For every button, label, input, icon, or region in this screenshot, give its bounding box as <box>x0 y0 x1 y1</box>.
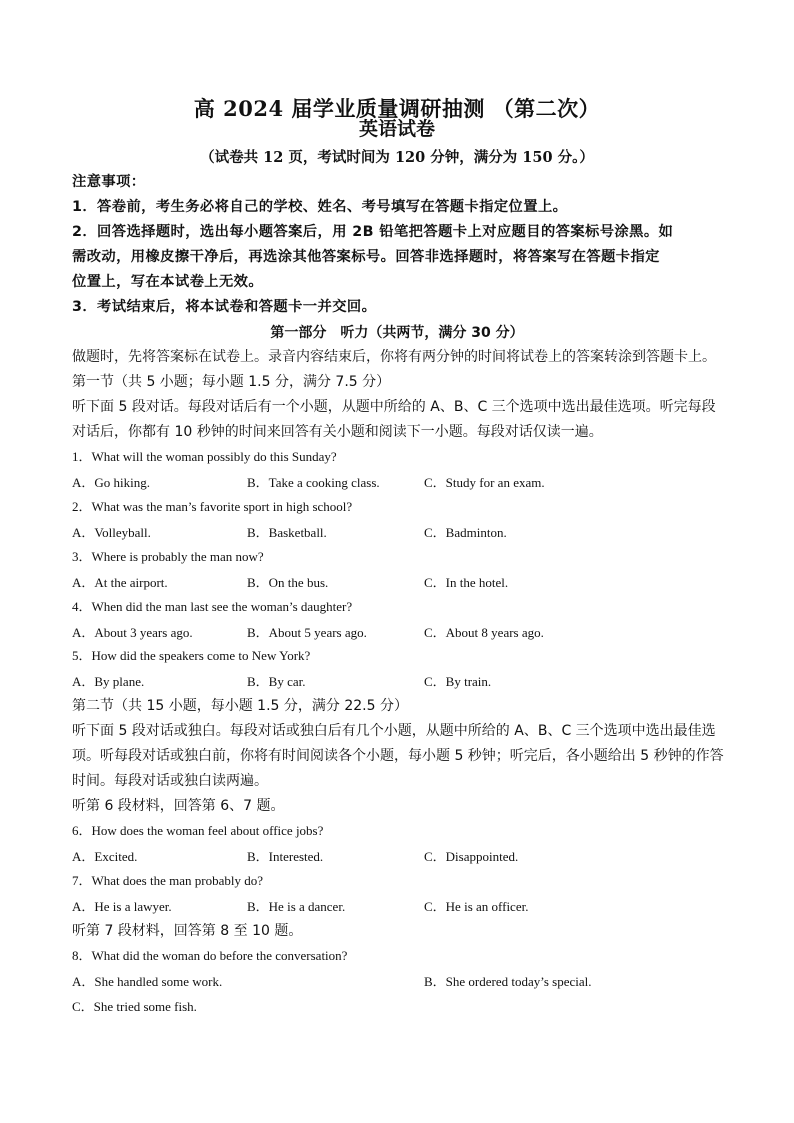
q8-option-c: C．She tried some fish. <box>72 999 197 1014</box>
exam-info: （试卷共 12 页，考试时间为 120 分钟，满分为 150 分。） <box>200 149 594 166</box>
q1-option-c: C．Study for an exam. <box>424 475 545 490</box>
q2-option-b: B．Basketball. <box>247 525 327 540</box>
q5-option-a: A．By plane. <box>72 674 145 689</box>
section1-directions-line-1: 听下面 5 段对话。每段对话后有一个小题，从题中所给的 A、B、C 三个选项中选出最佳选项。听完每段 <box>72 399 716 415</box>
q1-option-a: A．Go hiking. <box>72 475 151 490</box>
q4-option-a: A．About 3 years ago. <box>72 625 193 640</box>
q6-option-b: B．Interested. <box>247 849 324 864</box>
q7-option-b: B．He is a dancer. <box>247 899 346 914</box>
q3-option-c: C．In the hotel. <box>424 575 509 590</box>
q4-option-b: B．About 5 years ago. <box>247 625 367 640</box>
question-8: 8．What did the woman do before the conversation? <box>72 948 348 963</box>
q3-option-a: A．At the airport. <box>72 575 168 590</box>
material-6-instruction: 听第 6 段材料，回答第 6、7 题。 <box>72 798 285 814</box>
q4-option-c: C．About 8 years ago. <box>424 625 544 640</box>
question-3: 3．Where is probably the man now? <box>72 549 264 564</box>
section2-directions-line-1: 听下面 5 段对话或独白。每段对话或独白后有几个小题，从题中所给的 A、B、C 三个选项中选出最佳选 <box>72 723 716 739</box>
question-6: 6．How does the woman feel about office jobs? <box>72 823 324 838</box>
question-2: 2．What was the man’s favorite sport in high school? <box>72 499 353 514</box>
question-4: 4．When did the man last see the woman’s daughter? <box>72 599 353 614</box>
q6-option-a: A．Excited. <box>72 849 138 864</box>
subject-title: 英语试卷 <box>358 118 435 140</box>
material-7-instruction: 听第 7 段材料，回答第 8 至 10 题。 <box>72 923 303 939</box>
q7-option-a: A．He is a lawyer. <box>72 899 172 914</box>
q1-option-b: B．Take a cooking class. <box>247 475 380 490</box>
q7-option-c: C．He is an officer. <box>424 899 529 914</box>
q2-option-c: C．Badminton. <box>424 525 507 540</box>
notice-item-2-line-2: 需改动，用橡皮擦干净后，再选涂其他答案标号。回答非选择题时，将答案写在答题卡指定 <box>72 249 660 265</box>
notice-item-2-line-3: 位置上，写在本试卷上无效。 <box>72 274 264 290</box>
q6-option-c: C．Disappointed. <box>424 849 519 864</box>
notice-item-2-line-1: 2．回答选择题时，选出每小题答案后，用 2B 铅笔把答题卡上对应题目的答案标号涂黑。如 <box>72 224 674 240</box>
q5-option-c: C．By train. <box>424 674 492 689</box>
section1-directions-line-2: 对话后，你都有 10 秒钟的时间来回答有关小题和阅读下一小题。每段对话仅读一遍。 <box>72 424 603 440</box>
q8-option-b: B．She ordered today’s special. <box>424 974 592 989</box>
section2-directions-line-3: 时间。每段对话或独白读两遍。 <box>72 773 268 789</box>
notice-heading: 注意事项： <box>72 174 146 190</box>
q8-option-a: A．She handled some work. <box>72 974 223 989</box>
section2-heading: 第二节（共 15 小题，每小题 1.5 分，满分 22.5 分） <box>72 698 408 714</box>
exam-title: 高 2024 届学业质量调研抽测 （第二次） <box>193 96 601 121</box>
q2-option-a: A．Volleyball. <box>72 525 151 540</box>
part1-heading: 第一部分 听力（共两节，满分 30 分） <box>270 325 524 341</box>
question-7: 7．What does the man probably do? <box>72 873 263 888</box>
q3-option-b: B．On the bus. <box>247 575 329 590</box>
notice-item-3: 3．考试结束后，将本试卷和答题卡一并交回。 <box>72 299 377 315</box>
question-1: 1．What will the woman possibly do this Sunday? <box>72 449 337 464</box>
notice-item-1: 1．答卷前，考生务必将自己的学校、姓名、考号填写在答题卡指定位置上。 <box>72 199 568 215</box>
part1-intro: 做题时，先将答案标在试卷上。录音内容结束后，你将有两分钟的时间将试卷上的答案转涂到答题卡上。 <box>72 349 716 365</box>
q5-option-b: B．By car. <box>247 674 306 689</box>
section2-directions-line-2: 项。听每段对话或独白前，你将有时间阅读各个小题，每小题 5 秒钟；听完后，各小题给出 5 秒钟的作答 <box>72 748 724 764</box>
question-5: 5．How did the speakers come to New York? <box>72 648 311 663</box>
section1-heading: 第一节（共 5 小题；每小题 1.5 分，满分 7.5 分） <box>72 374 391 390</box>
